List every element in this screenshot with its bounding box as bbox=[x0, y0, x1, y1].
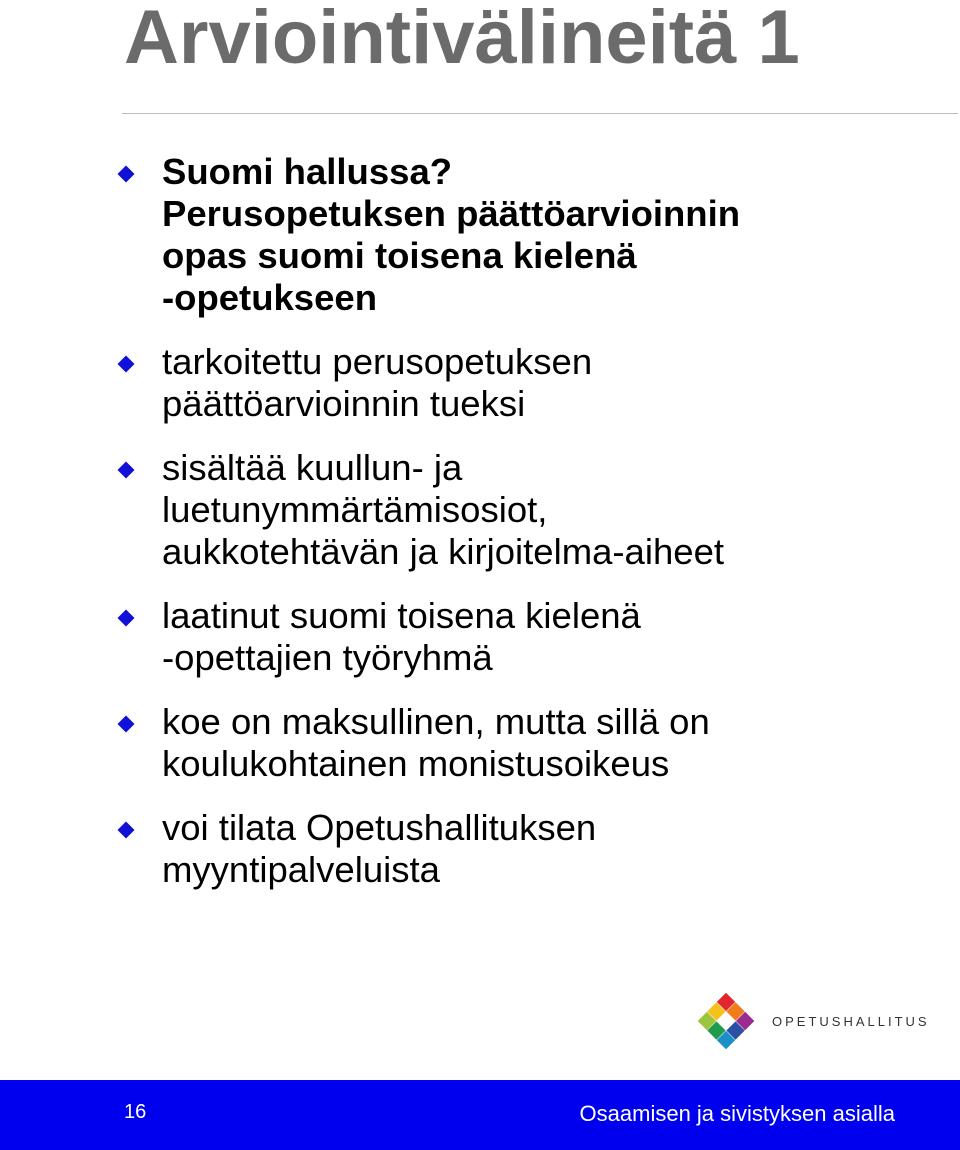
diamond-bullet-icon bbox=[118, 716, 135, 733]
bullet-item bbox=[118, 701, 948, 785]
opetushallitus-logo bbox=[694, 989, 930, 1057]
diamond-bullet-icon bbox=[118, 822, 135, 839]
bullet-text: tarkoitettu perusopetuksen päättöarvioinnin tueksi bbox=[162, 341, 593, 424]
bullet-text: voi tilata Opetushallituksen myyntipalveluista bbox=[162, 807, 597, 890]
logo-text: OPETUSHALLITUS bbox=[772, 1014, 930, 1029]
diamond-bullet-icon bbox=[118, 610, 135, 627]
bullet-text: koe on maksullinen, mutta sillä on koulukohtainen monistusoikeus bbox=[162, 701, 710, 784]
bullet-text: Suomi hallussa? Perusopetuksen päättöarvioinnin opas suomi toisena kielenä -opetukseen bbox=[162, 151, 741, 318]
bullet-text: laatinut suomi toisena kielenä -opettajien työryhmä bbox=[162, 595, 641, 678]
bullet-item bbox=[118, 341, 948, 425]
bullet-text: sisältää kuullun- ja luetunymmärtämisosiot, aukkotehtävän ja kirjoitelma-aiheet bbox=[162, 447, 725, 572]
page-number: 16 bbox=[124, 1101, 147, 1123]
bullet-list bbox=[118, 151, 948, 913]
diamond-bullet-icon bbox=[118, 462, 135, 479]
diamond-bullet-icon bbox=[118, 356, 135, 373]
opetushallitus-diamond-logo-icon bbox=[694, 989, 758, 1053]
bullet-item bbox=[118, 447, 948, 573]
slide-title: Arviointivälineitä 1 bbox=[124, 0, 800, 80]
diamond-bullet-icon bbox=[118, 166, 135, 183]
bullet-item bbox=[118, 151, 948, 319]
bullet-item bbox=[118, 807, 948, 891]
footer-caption: Osaamisen ja sivistyksen asialla bbox=[579, 1101, 895, 1126]
bullet-item bbox=[118, 595, 948, 679]
footer-bar bbox=[0, 1080, 960, 1150]
title-divider bbox=[122, 113, 958, 114]
